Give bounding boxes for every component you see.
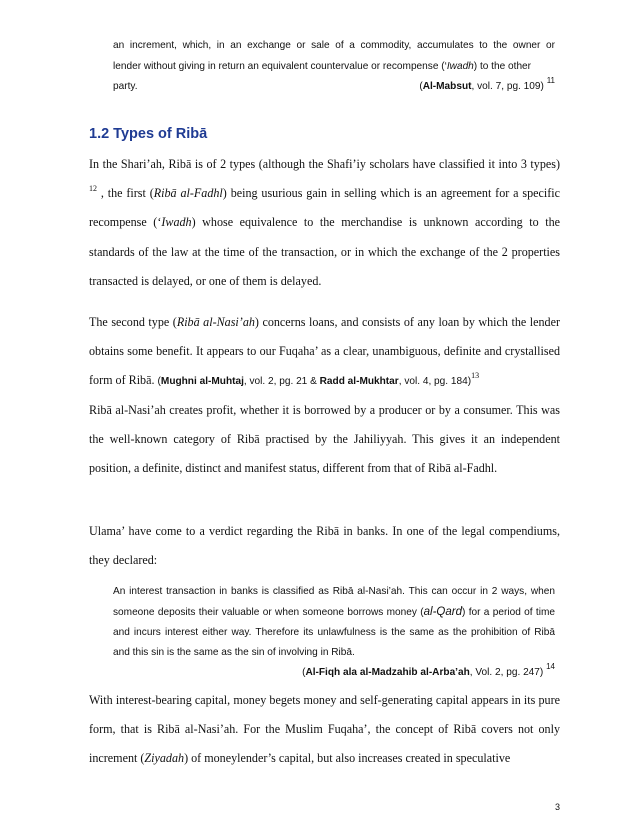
footnote-ref: 13 [471, 371, 480, 381]
citation-detail: , vol. 4, pg. 184) [398, 376, 472, 388]
paragraph-text: The second type ( [89, 315, 177, 329]
term-italic: Ribā al-Fadhl [153, 186, 223, 201]
citation-detail: , vol. 7, pg. 109) [471, 81, 544, 92]
citation [158, 376, 472, 387]
quote-text: ) to the other [473, 60, 532, 72]
citation-source: Mughni al-Muhtaj [160, 376, 244, 388]
quote-line [113, 36, 555, 57]
quote-text: party. [113, 81, 138, 92]
term-italic: Ribā al-Nasi’ah [176, 315, 255, 329]
quote-text: An interest transaction in banks is classified as Ribā al-Nasi’ah. This can occur in 2 ways, when someone deposits their valuable or when someone borrows money ( [113, 586, 555, 618]
citation-detail: , vol. 2, pg. 21 & [243, 376, 320, 388]
paragraph-interest-capital [89, 686, 560, 774]
paragraph-nasiah [89, 308, 560, 397]
citation-source: Radd al-Mukhtar [319, 376, 399, 388]
footnote-ref: 12 [89, 184, 97, 194]
citation-paren: ( [157, 376, 161, 388]
citation-source: Al-Fiqh ala al-Madzahib al-Arba’ah [305, 667, 470, 678]
citation [113, 663, 555, 683]
footnote-ref: 14 [546, 662, 555, 671]
section-heading: 1.2 Types of Ribā [89, 126, 208, 142]
paragraph-text: , the first ( [97, 186, 154, 201]
paragraph-ulama-verdict: Ulama’ have come to a verdict regarding the Ribā in banks. In one of the legal compendiums, they declared: [89, 524, 560, 568]
paragraph-nasiah-profit: Ribā al-Nasi’ah creates profit, whether it is borrowed by a producer or by a consumer. This was the well-known category of Ribā practised by the Jahiliyyah. This gives it an independent position, a definite, distinct and manifest status, different from that of Ribā al-Fadhl. [89, 403, 560, 476]
citation-source: Al-Mabsut [422, 81, 472, 92]
citation-paren: ( [419, 81, 423, 92]
quote-term: al-Qard [423, 606, 462, 618]
citation [419, 77, 555, 98]
term-italic: Ziyadah [144, 751, 185, 766]
block-quote-fiqh [113, 582, 555, 683]
quote-text: lender without giving in return an equivalent countervalue or recompense (‘ [113, 60, 447, 72]
citation-paren: ( [302, 667, 306, 678]
term-italic: Iwadh [161, 215, 192, 230]
quote-line [113, 57, 555, 78]
citation-detail: , Vol. 2, pg. 247) [469, 667, 544, 678]
paragraph-text: ) whose equivalence to the merchandise is unknown according to the standards of the law at the time of the transaction, or in which the exchange of the 2 properties transacted is delayed, or one of them is delayed. [89, 215, 560, 288]
paragraph-text: ) concerns loans, and consists of any loan by which the lender obtains some benefit. It appears to our Fuqaha’ as a clear, unambiguous, definite and crystallised form of Ribā. [89, 315, 560, 388]
quote-text: ) for a period of time and incurs interest either way. Therefore its unlawfulness is the same as the prohibition of Ribā and this sin is the same as the sin of involving in Ribā. [113, 607, 555, 658]
quote-text: an increment, which, in an exchange or sale of a commodity, accumulates to the owner or [113, 40, 555, 51]
paragraph-text: With interest-bearing capital, money begets money and self-generating capital appears in its pure form, that is Ribā al-Nasi’ah. For the Muslim Fuqaha’, the concept of Ribā covers not only increment ( [89, 693, 560, 766]
quote-line [113, 77, 555, 98]
footnote-ref: 11 [546, 76, 555, 85]
paragraph-text: ) being usurious gain in selling which is an agreement for a specific recompense (‘ [89, 186, 560, 230]
page-number: 3 [554, 802, 560, 812]
paragraph-text: ) of moneylender’s capital, but also increases created in speculative [184, 751, 511, 766]
quote-term: Iwadh [446, 60, 474, 72]
quote-body [113, 582, 555, 663]
block-quote-mabsut [113, 36, 555, 98]
paragraph-riba-types [89, 150, 560, 296]
paragraph-text: In the Shari’ah, Ribā is of 2 types (although the Shafi’iy scholars have classified it into 3 types) [89, 157, 560, 171]
